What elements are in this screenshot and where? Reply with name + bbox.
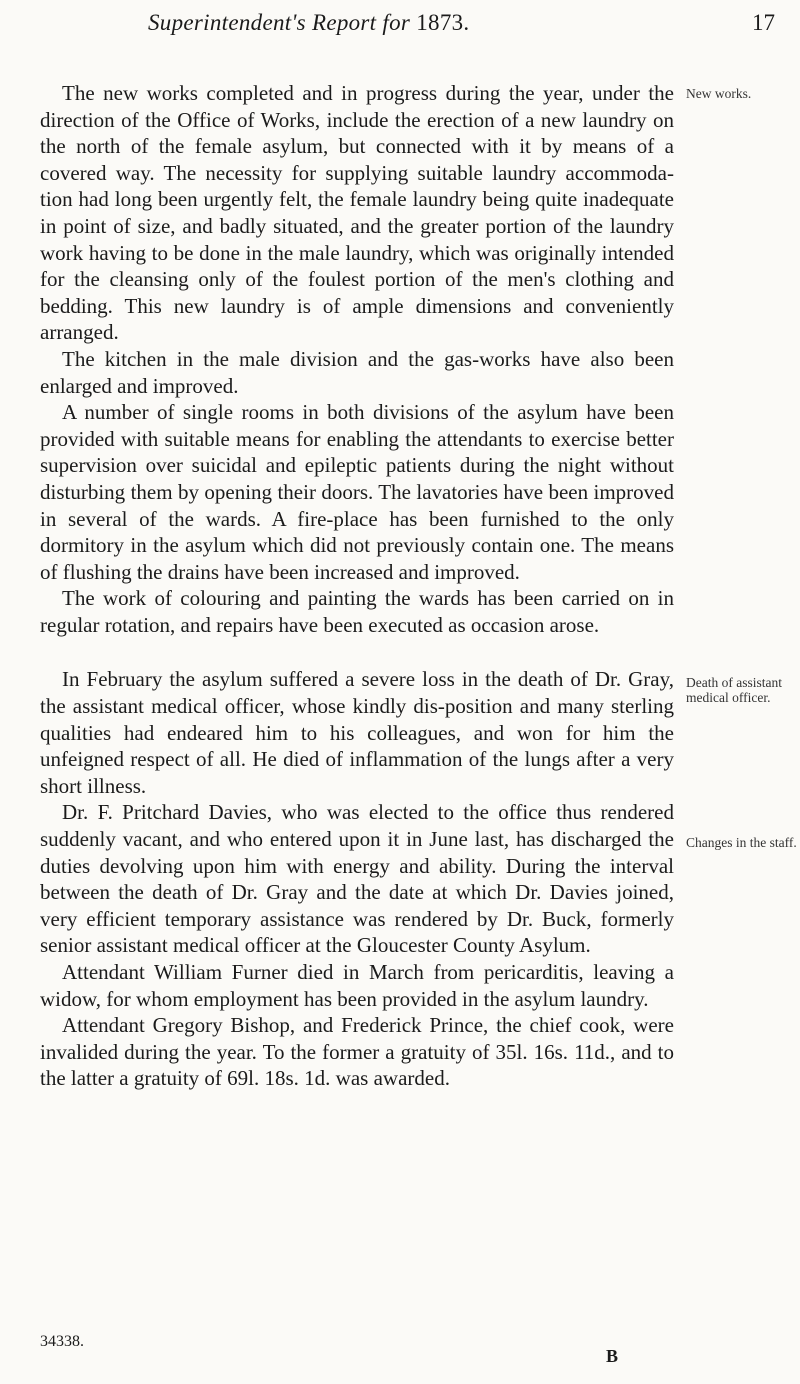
paragraph-kitchen: The kitchen in the male division and the gas-works have also been enlarged and improved. xyxy=(40,346,674,398)
paragraph-gratuities: Attendant Gregory Bishop, and Frederick Prince, the chief cook, were invalided during the year. To the former a gratuity of 35l. 16s. 11d., and to the latter a gratuity of 69l. 18s. 1d. was awarded. xyxy=(40,1013,674,1091)
margin-note-new-works: New works. xyxy=(686,86,752,101)
page-number: 17 xyxy=(752,10,775,35)
margin-note-death-of-officer: Death of assistant medical officer. xyxy=(686,675,782,705)
print-number: 34338. xyxy=(40,1333,84,1350)
page-header xyxy=(0,10,800,50)
margin-note-staff-changes: Changes in the staff. xyxy=(686,835,797,850)
signature-mark: B xyxy=(606,1346,619,1366)
paragraph-painting: The work of colouring and painting the wards has been carried on in regular rotation, and repairs have been executed as occasion arose. xyxy=(40,586,674,637)
report-body xyxy=(40,80,674,1092)
running-head xyxy=(148,10,469,36)
running-head-year: 1873. xyxy=(416,10,470,35)
paragraph-attendant-furner: Attendant William Furner died in March from pericarditis, leaving a widow, for whom employment has been provided in the asylum laundry. xyxy=(40,960,674,1011)
paragraph-dr-davies: Dr. F. Pritchard Davies, who was elected to the office thus rendered suddenly vacant, and who entered upon it in June last, has discharged the duties devolving upon him with energy and ability. During the interval between the death of Dr. Gray and the date at which Dr. Davies joined, very efficient temporary assistance was rendered by Dr. Buck, formerly senior assistant medical officer at the Gloucester County Asylum. xyxy=(40,800,674,958)
paragraph-new-works: The new works completed and in progress during the year, under the direction of the Office of Works, include the erection of a new laundry on the north of the female asylum, but connected with it by means of a covered way. The necessity for supplying suitable laundry accommoda-tion had long been urgently felt, the female laundry being quite inadequate in point of size, and badly situated, and the greater portion of the laundry work having to be done in the male laundry, which was originally intended for the cleansing only of the foulest portion of the men's clothing and bedding. This new laundry is of ample dimensions and conveniently arranged. xyxy=(40,81,674,345)
running-head-title: Superintendent's Report for xyxy=(148,10,411,35)
paragraph-single-rooms: A number of single rooms in both divisions of the asylum have been provided with suitable means for enabling the attendants to exercise better supervision over suicidal and epileptic patients during the night without disturbing them by opening their doors. The lavatories have been improved in several of the wards. A fire-place has been furnished to the only dormitory in the asylum which did not previously contain one. The means of flushing the drains have been increased and improved. xyxy=(40,400,674,584)
paragraph-death-dr-gray: In February the asylum suffered a severe loss in the death of Dr. Gray, the assistant medical officer, whose kindly dis-position and many sterling qualities had endeared him to his colleagues, and won for him the unfeigned respect of all. He died of inflammation of the lungs after a very short illness. xyxy=(40,667,674,798)
